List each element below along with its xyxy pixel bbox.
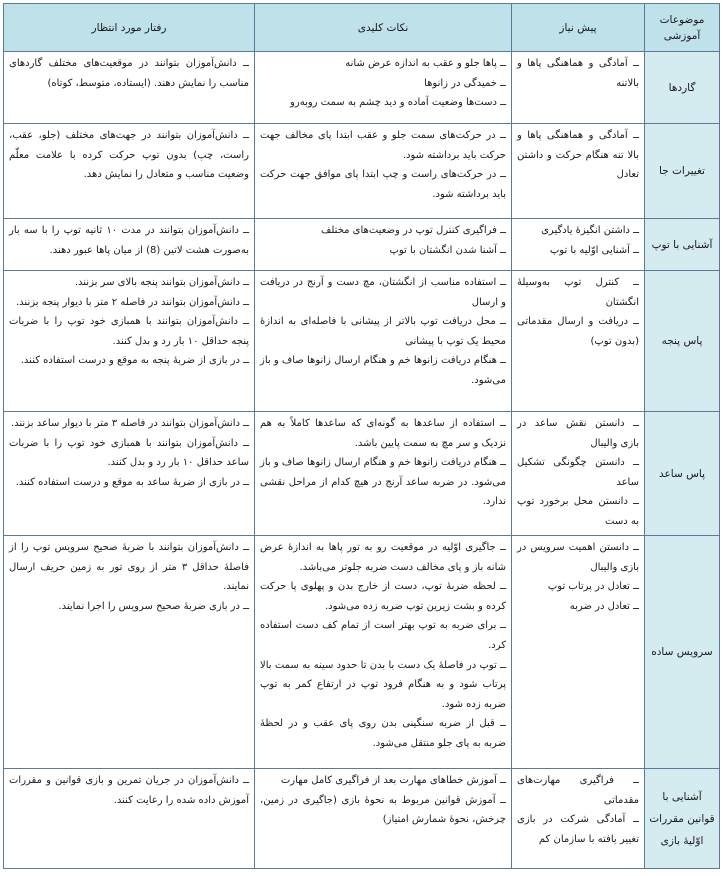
keypoint-item: ــ قبل از ضربه سنگینی بدن روی پای عقب و در لحظۀ ضربه به پای جلو منتقل می‌شود. [260, 718, 506, 749]
prereq-item: ــ دانستن اهمیت سرویس در بازی والیبال [517, 542, 639, 573]
prereq-cell [512, 536, 645, 769]
keypoint-item: ــ خمیدگی در زانوها [424, 77, 506, 89]
table-row [4, 219, 720, 271]
keypoints-cell [255, 536, 512, 769]
table-row [4, 124, 720, 219]
keypoint-item: ــ محل دریافت توپ بالاتر از پیشانی با فاصله‌ای به اندازۀ محیط یک توپ با پیشانی [260, 316, 506, 347]
keypoint-item: ــ استفاده مناسب از انگشتان، مچ دست و آرنج در دریافت و ارسال [260, 277, 506, 308]
prereq-item: ــ دانستن محل برخورد توپ به دست [517, 496, 639, 527]
keypoint-item: ــ در حرکت‌های راست و چپ ابتدا پای موافق جهت حرکت باید برداشته شود. [260, 169, 506, 200]
topic-cell: پاس ساعد [645, 412, 720, 536]
keypoints-cell [255, 769, 512, 869]
behavior-item: ــ در بازی ضربۀ صحیح سرویس را اجرا نمایند. [58, 600, 249, 612]
prereq-item: ــ تعادل در ضربه [569, 600, 639, 612]
prereq-cell [512, 412, 645, 536]
keypoint-item: ــ برای ضربه به توپ بهتر است از تمام کف دست استفاده کرد. [260, 620, 506, 651]
prereq-item: ــ آشنایی اوّلیه با توپ [549, 244, 639, 256]
behavior-item: ــ دانش‌آموزان بتوانند با همبازی خود توپ را با ضربات ساعد حداقل ۱۰ بار رد و بدل کنند. [9, 437, 249, 469]
behavior-item: ــ دانش‌آموزان بتوانند پنجه بالای سر بزنند. [74, 277, 249, 288]
topic-cell: سرویس ساده [645, 536, 720, 769]
table-row [4, 412, 720, 536]
behavior-cell [4, 536, 255, 769]
keypoint-item: ــ جاگیری اوّلیه در موقعیت رو به تور پاها به اندازۀ عرض شانه باز و پای مخالف دست ضربه جلوتر می‌باشد. [260, 542, 506, 573]
header-row [4, 4, 720, 52]
prereq-item: ــ آمادگی شرکت در بازی تغییر یافته با سازمان کم [517, 814, 639, 845]
keypoints-cell [255, 412, 512, 536]
keypoint-item: ــ پاها جلو و عقب به اندازه عرض شانه [345, 58, 506, 69]
keypoint-item: ــ آشنا شدن انگشتان با توپ [389, 244, 506, 256]
behavior-item: ــ دانش‌آموزان بتوانند با همبازی خود توپ را با ضربات پنجه حداقل ۱۰ بار رد و بدل کنند. [9, 316, 249, 347]
behavior-cell [4, 412, 255, 536]
keypoint-item: ــ لحظه ضربۀ توپ، دست از خارج بدن و پهلوی پا حرکت کرده و بشت زیرین توپ ضربه زده می‌شود. [260, 581, 506, 612]
behavior-cell [4, 219, 255, 271]
behavior-item: ــ دانش‌آموزان بتوانند در فاصله ۲ متر با دیوار پنجه بزنند. [16, 296, 249, 308]
behavior-item: ــ در بازی از ضربۀ ساعد به موقع و درست استفاده کنند. [15, 476, 249, 488]
behavior-cell [4, 52, 255, 124]
keypoint-item: ــ هنگام دریافت زانوها خم و هنگام ارسال زانوها صاف و باز می‌شود. در ضربه ساعد آرنج در هیچ کدام از مراحل نقشی ندارد. [260, 457, 506, 508]
keypoint-item: ــ توپ در فاصلۀ یک دست با بدن تا حدود سینه به سمت بالا پرتاب شود و به هنگام فرود توپ در ارتفاع کمر به توپ ضربه زده شود. [260, 659, 506, 710]
keypoint-item: ــ آموزش قوانین مربوط به نحوۀ بازی (جاگیری در زمین، چرخش، نحوۀ شمارش امتیاز) [260, 794, 506, 826]
prereq-item: ــ تعادل در پرتاب توپ [547, 581, 639, 593]
behavior-item: ــ دانش‌آموزان بتوانند در موقعیت‌های مختلف گاردهای مناسب را نمایش دهند. (ایستاده، متوسط، کوتاه) [9, 58, 249, 89]
behavior-item: ــ دانش‌آموزان بتوانند در مدت ۱۰ ثانیه توپ را با سه بار به‌صورت هشت لاتین (8) از میان پاها عبور دهند. [9, 225, 249, 256]
keypoints-cell [255, 52, 512, 124]
topic-cell: پاس پنجه [645, 271, 720, 412]
behavior-item: ــ دانش‌آموزان بتوانند با ضربۀ صحیح سرویس توپ را از فاصلۀ حداقل ۳ متر از روی تور به زمین حریف ارسال نمایند. [9, 542, 249, 593]
prereq-item: ــ کنترل توپ به‌وسیلۀ انگشتان [517, 277, 639, 308]
keypoint-item: ــ دست‌ها وضعیت آماده و دید چشم به سمت روبه‌رو [290, 97, 506, 109]
behavior-item: ــ دانش‌آموزان در جریان تمرین و بازی قوانین و مقررات آموزش داده شده را رعایت کنند. [9, 775, 249, 806]
table-row [4, 536, 720, 769]
table-row [4, 769, 720, 869]
prereq-item: ــ دریافت و ارسال مقدماتی (بدون توپ) [517, 316, 639, 347]
keypoint-item: ــ در حرکت‌های سمت جلو و عقب ابتدا پای مخالف جهت حرکت باید برداشته شود. [260, 130, 506, 161]
prereq-cell [512, 769, 645, 869]
header-prerequisites: پیش نیاز [512, 4, 645, 52]
keypoints-cell [255, 271, 512, 412]
topic-cell: آشنایی با توپ [645, 219, 720, 271]
behavior-item: ــ دانش‌آموزان بتوانند در جهت‌های مختلف (جلو، عقب، راست، چپ) بدون توپ حرکت کرده با علامت معلّم وضعیت مناسب و متعادل را نمایش دهد. [9, 130, 249, 181]
prereq-item: ــ دانستن نقش ساعد در بازی والیبال [517, 418, 639, 449]
prereq-item: ــ فراگیری مهارت‌های مقدماتی [517, 775, 639, 806]
topic-cell: گاردها [645, 52, 720, 124]
keypoint-item: ــ فراگیری کنترل توپ در وضعیت‌های مختلف [321, 225, 506, 236]
prereq-cell [512, 124, 645, 219]
behavior-cell [4, 124, 255, 219]
keypoint-item: ــ آموزش خطاهای مهارت بعد از فراگیری کامل مهارت [280, 775, 506, 786]
prereq-item: ــ آمادگی و هماهنگی پاها و بالا تنه هنگام حرکت و داشتن تعادل [517, 130, 639, 181]
keypoints-cell [255, 124, 512, 219]
curriculum-table [3, 3, 720, 869]
header-topic: موضوعات آموزشی [645, 4, 720, 52]
topic-cell: آشنایی با قوانین مقررات اوّلیۀ بازی [645, 769, 720, 869]
header-key-points: نکات کلیدی [255, 4, 512, 52]
table-row [4, 52, 720, 124]
prereq-item: ــ آمادگی و هماهنگی پاها و بالاتنه [517, 58, 639, 89]
prereq-cell [512, 219, 645, 271]
keypoint-item: ــ هنگام دریافت زانوها خم و هنگام ارسال زانوها صاف و باز می‌شود. [260, 355, 506, 386]
behavior-cell [4, 271, 255, 412]
prereq-cell [512, 52, 645, 124]
keypoints-cell [255, 219, 512, 271]
prereq-item: ــ دانستن چگونگی تشکیل ساعد [517, 457, 639, 488]
behavior-item: ــ در بازی از ضربۀ پنجه به موقع و درست استفاده کنند. [20, 355, 249, 367]
behavior-item: ــ دانش‌آموزان بتوانند در فاصله ۳ متر با دیوار ساعد بزنند. [10, 418, 249, 429]
header-expected-behavior: رفتار مورد انتظار [4, 4, 255, 52]
prereq-item: ــ داشتن انگیزۀ یادگیری [541, 225, 639, 236]
table-row [4, 271, 720, 412]
topic-cell: تغییرات جا [645, 124, 720, 219]
behavior-cell [4, 769, 255, 869]
prereq-cell [512, 271, 645, 412]
keypoint-item: ــ استفاده از ساعدها به گونه‌ای که ساعدها کاملاً به هم نزدیک و سر مچ به سمت پایین باشد. [260, 418, 506, 449]
